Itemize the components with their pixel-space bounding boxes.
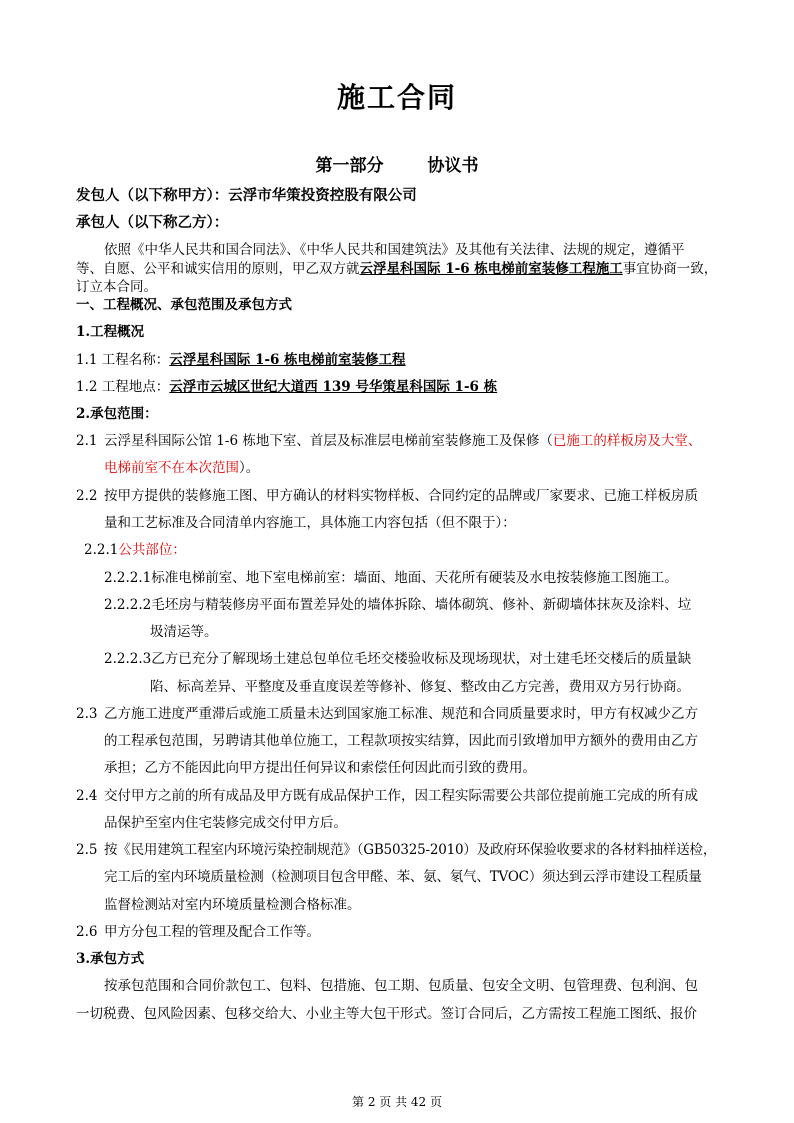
project-name-line xyxy=(76,350,406,370)
part-name: 协议书 xyxy=(427,156,479,176)
section-3-line-1: 按承包范围和合同价款包工、包料、包措施、包工期、包质量、包安全文明、包管理费、包利润、包 xyxy=(104,978,698,994)
clause-2-5-line-1: 按《民用建筑工程室内环境污染控制规范》（GB50325-2010）及政府环保验收要求的各材料抽样送检， xyxy=(104,842,717,858)
clause-2-3-line-1: 乙方施工进度严重滞后或施工质量未达到国家施工标准、规范和合同质量要求时，甲方有权减少乙方 xyxy=(104,706,698,722)
clause-2-2-line-1: 按甲方提供的装修施工图、甲方确认的材料实物样板、合同约定的品牌或厂家要求、已施工样板房质 xyxy=(104,488,698,504)
employer-line xyxy=(76,186,417,206)
clause-2-1-line-2 xyxy=(104,458,259,478)
clause-2-2-2-1: 2.2.2.1标准电梯前室、地下室电梯前室：墙面、地面、天花所有硬装及水电按装修施工图施工。 xyxy=(104,570,678,586)
clause-2-6-num: 2.6 xyxy=(76,924,98,940)
clause-2-4-line-2: 品保护至室内住宅装修完成交付甲方后。 xyxy=(104,815,347,831)
clause-2-2-1-num: 2.2.1 xyxy=(84,542,119,558)
document-title: 施工合同 xyxy=(336,81,457,114)
project-location-line xyxy=(76,377,497,397)
clause-2-3-line-3: 承担；乙方不能因此向甲方提出任何异议和索偿任何因此而引致的费用。 xyxy=(104,760,536,776)
page-footer: 第 2 页 共 42 页 xyxy=(352,1095,442,1109)
intro-project-name: 云浮星科国际 1-6 栋电梯前室装修工程施工 xyxy=(359,261,623,277)
clause-2-2-2-2-line-1: 2.2.2.2毛坯房与精装修房平面布置差异处的墙体拆除、墙体砌筑、修补、新砌墙体抹灰及涂料、垃 xyxy=(104,597,692,613)
section-1-1-heading: 1.工程概况 xyxy=(76,324,145,340)
employer-label: 发包人（以下称甲方）： xyxy=(76,187,229,204)
clause-2-4-line-1: 交付甲方之前的所有成品及甲方既有成品保护工作，因工程实际需要公共部位提前施工完成的所有成 xyxy=(104,788,698,804)
part-title xyxy=(0,151,794,176)
clause-2-1-exclusion-a: 已施工的样板房及大堂、 xyxy=(552,433,702,449)
clause-2-5-num: 2.5 xyxy=(76,842,98,858)
clause-2-2-2-3-line-2: 陷、标高差异、平整度及垂直度误差等修补、修复、整改由乙方完善，费用双方另行协商。 xyxy=(150,679,690,695)
intro-line-2 xyxy=(76,259,717,279)
clause-2-2-1 xyxy=(84,540,186,560)
clause-2-2-2-3-line-1: 2.2.2.3乙方已充分了解现场土建总包单位毛坯交楼验收标及现场现状，对土建毛坯交楼后的质量缺 xyxy=(104,651,692,667)
clause-2-5-line-3: 监督检测站对室内环境质量检测合格标准。 xyxy=(104,897,361,913)
section-3-line-2: 一切税费、包风险因素、包移交给大、小业主等大包干形式。签订合同后，乙方需按工程施工图纸、报价 xyxy=(76,1006,697,1022)
clause-2-2-line-2: 量和工艺标准及合同清单内容施工，具体施工内容包括（但不限于）： xyxy=(104,515,516,531)
employer-name: 云浮市华策投资控股有限公司 xyxy=(228,187,417,204)
clause-2-6-line-1: 甲方分包工程的管理及配合工作等。 xyxy=(104,924,320,940)
clause-2-2-1-label: 公共部位： xyxy=(118,542,186,558)
intro-text-a: 等、自愿、公平和诚实信用的原则，甲乙双方就 xyxy=(76,261,360,277)
project-location-label: 1.2 工程地点： xyxy=(76,379,170,395)
clause-2-3-line-2: 的工程承包范围，另聘请其他单位施工，工程款项按实结算，因此而引致增加甲方额外的费用由乙方 xyxy=(104,733,698,749)
clause-2-5-line-2: 完工后的室内环境质量检测（检测项目包含甲醛、苯、氨、氡气、TVOC）须达到云浮市建设工程质量 xyxy=(104,869,702,885)
project-location-value: 云浮市云城区世纪大道西 139 号华策星科国际 1-6 栋 xyxy=(169,379,498,395)
project-name-label: 1.1 工程名称： xyxy=(76,352,170,368)
intro-line-3: 订立本合同。 xyxy=(76,279,157,295)
clause-2-1-close: ）。 xyxy=(239,460,260,476)
clause-2-1-text: 云浮星科国际公馆 1-6 栋地下室、首层及标准层电梯前室装修施工及保修（ xyxy=(104,433,553,449)
clause-2-4-num: 2.4 xyxy=(76,788,98,804)
part-number: 第一部分 xyxy=(315,156,384,176)
clause-2-1-line-1 xyxy=(104,431,701,451)
intro-text-c: 事宜协商一致， xyxy=(622,261,718,277)
section-2-heading: 2.承包范围： xyxy=(76,406,158,422)
section-3-heading: 3.承包方式 xyxy=(76,951,145,967)
clause-2-1-num: 2.1 xyxy=(76,433,98,449)
clause-2-2-num: 2.2 xyxy=(76,488,98,504)
project-name-value: 云浮星科国际 1-6 栋电梯前室装修工程 xyxy=(169,352,406,368)
clause-2-3-num: 2.3 xyxy=(76,706,98,722)
intro-line-1: 依照《中华人民共和国合同法》、《中华人民共和国建筑法》及其他有关法律、法规的规定，遵循平 xyxy=(104,242,685,258)
contractor-line: 承包人（以下称乙方）： xyxy=(76,214,229,231)
clause-2-2-2-2-line-2: 圾清运等。 xyxy=(150,624,218,640)
clause-2-1-exclusion-b: 电梯前室不在本次范围 xyxy=(104,460,239,476)
section-1-heading: 一、工程概况、承包范围及承包方式 xyxy=(76,297,292,313)
